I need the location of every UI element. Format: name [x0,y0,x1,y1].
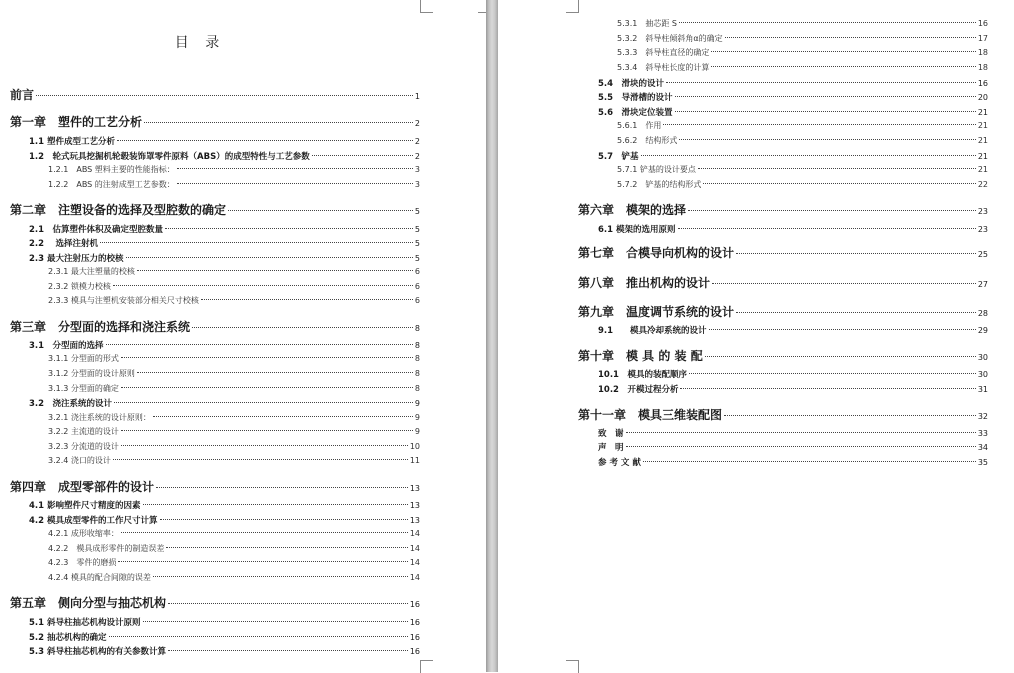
toc-entry[interactable] [10,113,420,130]
toc-page-number: 8 [414,354,420,363]
toc-entry[interactable] [578,201,988,218]
dot-leader [641,155,976,156]
toc-entry[interactable] [10,201,420,218]
toc-page-number: 5 [414,207,420,216]
toc-page-number: 3 [414,180,420,189]
toc-entry[interactable] [48,266,420,277]
dot-leader [680,388,975,389]
toc-page-number: 13 [409,501,420,510]
toc-entry-text: 第六章 模架的选择 [578,203,687,217]
dot-leader [679,139,975,140]
toc-page-number: 21 [977,152,988,161]
toc-entry-text: 5.7.1 铲基的设计要点 [617,165,696,174]
toc-entry[interactable] [598,456,988,468]
toc-entry-text: 3.1 分型面的选择 [29,341,104,351]
dot-leader [153,416,413,417]
toc-page-number: 16 [409,633,420,642]
dot-leader [160,519,408,520]
toc-entry[interactable] [617,33,988,44]
dot-leader [736,253,976,254]
crop-mark [420,660,433,673]
toc-entry-text: 3.2.2 主流道的设计 [48,427,119,436]
dot-leader [201,299,413,300]
toc-page-number: 13 [409,484,420,493]
document-page-right [498,0,1014,672]
toc-entry-text: 1.2.2 ABS 的注射成型工艺参数： [48,180,175,189]
toc-page-number: 16 [409,618,420,627]
toc-entry[interactable] [29,631,420,643]
toc-page-number: 18 [977,63,988,72]
toc-page-number: 11 [409,456,420,465]
toc-entry[interactable] [598,91,988,103]
toc-page-number: 14 [409,573,420,582]
toc-entry-text: 1.2 轮式玩具挖掘机轮毂装饰罩零件原料（ABS）的成型特性与工艺参数 [29,152,310,162]
dot-leader [643,461,976,462]
toc-entry-text: 1.1 塑件成型工艺分析 [29,137,116,147]
toc-entry-text: 2.1 估算塑件体积及确定型腔数量 [29,225,164,235]
toc-entry[interactable] [598,368,988,380]
toc-entry[interactable] [578,274,988,291]
toc-page-number: 20 [977,93,988,102]
toc-entry-text: 3.1.3 分型面的确定 [48,384,119,393]
toc-entry-text: 5.3 斜导柱抽芯机构的有关参数计算 [29,647,167,657]
toc-page-number: 1 [414,92,420,101]
toc-entry[interactable] [598,77,988,89]
toc-entry[interactable] [598,223,988,235]
toc-page-number: 18 [977,48,988,57]
toc-page-number: 21 [977,165,988,174]
toc-page-number: 14 [409,544,420,553]
dot-leader [121,387,413,388]
toc-entry-text: 第九章 温度调节系统的设计 [578,305,735,319]
toc-entry[interactable] [598,324,988,336]
toc-entry-text: 5.6.1 作用 [617,121,662,130]
toc-entry[interactable] [29,150,420,162]
toc-page-number: 29 [977,326,988,335]
toc-page-number: 27 [977,280,988,289]
toc-entry[interactable] [29,339,420,351]
toc-entry[interactable] [48,426,420,437]
toc-entry-text: 5.3.4 斜导柱长度的计算 [617,63,710,72]
dot-leader [117,140,413,141]
dot-leader [144,122,413,123]
toc-entry[interactable] [29,135,420,147]
toc-entry-text: 声 明 [598,443,624,453]
toc-entry[interactable] [29,223,420,235]
toc-entry[interactable] [48,295,420,306]
toc-entry-text: 第七章 合模导向机构的设计 [578,246,735,260]
dot-leader [703,183,975,184]
dot-leader [177,183,413,184]
dot-leader [143,621,408,622]
toc-page-number: 30 [977,370,988,379]
toc-entry[interactable] [598,383,988,395]
dot-leader [228,210,413,211]
toc-entry-text: 2.3.2 锁模力校核 [48,282,111,291]
toc-entry-text: 5.6.2 结构形式 [617,136,678,145]
toc-entry[interactable] [617,135,988,146]
toc-page-number: 14 [409,558,420,567]
dot-leader [626,432,976,433]
toc-entry[interactable] [48,557,420,568]
toc-page-number: 30 [977,353,988,362]
toc-page-number: 35 [977,458,988,467]
dot-leader [312,155,413,156]
toc-entry[interactable] [578,303,988,320]
toc-entry[interactable] [48,164,420,175]
toc-entry-text: 9.1 模具冷却系统的设计 [598,326,707,336]
dot-leader [724,415,976,416]
toc-entry-text: 第二章 注塑设备的选择及型腔数的确定 [10,203,227,217]
toc-entry[interactable] [578,406,988,423]
dot-leader [100,242,413,243]
toc-entry[interactable] [48,543,420,554]
toc-entry-text: 第五章 侧向分型与抽芯机构 [10,596,167,610]
toc-entry[interactable] [29,499,420,511]
toc-entry-text: 5.1 斜导柱抽芯机构设计原则 [29,618,141,628]
toc-entry-text: 参 考 文 献 [598,458,641,468]
dot-leader [666,82,976,83]
toc-entry[interactable] [48,281,420,292]
toc-entry[interactable] [10,594,420,611]
toc-entry-text: 5.3.1 抽芯距 S [617,19,677,28]
dot-leader [106,344,413,345]
toc-entry-text: 10.2 开模过程分析 [598,385,679,395]
toc-entry[interactable] [10,318,420,335]
crop-mark [566,0,579,13]
dot-leader [675,111,976,112]
toc-page-number: 2 [414,119,420,128]
toc-page-number: 6 [414,296,420,305]
dot-leader [137,372,413,373]
toc-page-number: 8 [414,341,420,350]
dot-leader [137,270,413,271]
toc-entry[interactable] [48,455,420,466]
toc-entry-text: 5.3.2 斜导柱倾斜角α的确定 [617,34,723,43]
toc-entry-text: 2.3.1 最大注塑量的校核 [48,267,135,276]
document-page-left [0,0,486,672]
toc-entry[interactable] [598,106,988,118]
toc-entry[interactable] [48,368,420,379]
toc-entry[interactable] [598,427,988,439]
toc-entry[interactable] [617,179,988,190]
toc-entry-text: 6.1 模架的选用原则 [598,225,676,235]
dot-leader [36,95,413,96]
toc-page-number: 23 [977,207,988,216]
dot-leader [688,210,976,211]
toc-entry[interactable] [48,441,420,452]
dot-leader [168,650,408,651]
toc-page-number: 6 [414,267,420,276]
toc-entry[interactable] [578,244,988,261]
dot-leader [698,168,976,169]
dot-leader [113,459,408,460]
toc-page-number: 17 [977,34,988,43]
toc-entry-text: 第四章 成型零部件的设计 [10,480,155,494]
dot-leader [679,22,976,23]
toc-page-number: 34 [977,443,988,452]
toc-page-number: 9 [414,413,420,422]
toc-entry-text: 5.2 抽芯机构的确定 [29,633,107,643]
toc-entry-text: 10.1 模具的装配顺序 [598,370,687,380]
toc-entry-text: 4.2.2 模具成形零件的制造误差 [48,544,165,553]
toc-entry-text: 5.5 导滑槽的设计 [598,93,673,103]
toc-page-number: 16 [977,79,988,88]
toc-page-number: 25 [977,250,988,259]
dot-leader [177,168,413,169]
toc-page-number: 8 [414,369,420,378]
toc-page-number: 22 [977,180,988,189]
toc-page-number: 13 [409,516,420,525]
toc-entry[interactable] [598,441,988,453]
dot-leader [725,37,976,38]
toc-entry-text: 第一章 塑件的工艺分析 [10,115,143,129]
crop-mark [420,0,433,13]
dot-leader [712,283,976,284]
toc-page-number: 5 [414,254,420,263]
toc-entry[interactable] [617,164,988,175]
dot-leader [678,228,976,229]
toc-entry-text: 致 谢 [598,429,624,439]
toc-page-number: 21 [977,108,988,117]
toc-entry[interactable] [29,645,420,657]
dot-leader [153,576,408,577]
toc-entry[interactable] [617,120,988,131]
toc-page-number: 5 [414,239,420,248]
page-gutter [486,0,498,672]
toc-entry[interactable] [29,397,420,409]
dot-leader [121,445,408,446]
dot-leader [109,636,408,637]
toc-entry-text: 5.7 铲基 [598,152,639,162]
toc-entry[interactable] [29,252,420,264]
toc-page-number: 6 [414,282,420,291]
toc-entry-text: 5.6 滑块定位装置 [598,108,673,118]
dot-leader [192,327,413,328]
toc-entry[interactable] [48,572,420,583]
toc-entry[interactable] [617,62,988,73]
toc-entry-text: 4.2.3 零件的磨损 [48,558,117,567]
dot-leader [705,356,976,357]
toc-page-number: 28 [977,309,988,318]
dot-leader [156,487,408,488]
toc-page-number: 8 [414,384,420,393]
dot-leader [736,312,976,313]
toc-page-number: 3 [414,165,420,174]
dot-leader [121,430,413,431]
toc-entry-text: 5.7.2 铲基的结构形式 [617,180,702,189]
toc-entry[interactable] [10,86,420,103]
toc-entry-text: 3.1.1 分型面的形式 [48,354,119,363]
toc-entry-text: 1.2.1 ABS 塑料主要的性能指标： [48,165,175,174]
dot-leader [663,124,975,125]
dot-leader [166,547,407,548]
toc-entry[interactable] [10,478,420,495]
toc-entry-text: 2.3 最大注射压力的校核 [29,254,124,264]
toc-page-number: 23 [977,225,988,234]
toc-entry-text: 3.2.4 浇口的设计 [48,456,111,465]
toc-entry[interactable] [48,528,420,539]
toc-entry[interactable] [29,616,420,628]
dot-leader [121,532,408,533]
toc-entry-text: 2.3.3 模具与注塑机安装部分相关尺寸校核 [48,296,199,305]
toc-entry[interactable] [48,383,420,394]
dot-leader [113,285,413,286]
dot-leader [168,603,408,604]
toc-entry-text: 前言 [10,88,35,102]
toc-page-number: 16 [977,19,988,28]
toc-entry-text: 2.2 选择注射机 [29,239,99,249]
toc-entry-text: 4.2.4 模具的配合间隙的误差 [48,573,151,582]
dot-leader [689,373,976,374]
toc-entry-text: 4.2.1 成形收缩率： [48,529,119,538]
toc-page-number: 32 [977,412,988,421]
toc-page-number: 2 [414,137,420,146]
toc-page-number: 21 [977,121,988,130]
toc-entry-text: 4.2 模具成型零件的工作尺寸计算 [29,516,158,526]
toc-entry[interactable] [598,150,988,162]
toc-entry-text: 4.1 影响塑件尺寸精度的因素 [29,501,141,511]
toc-title: 目 录 [174,35,226,51]
toc-entry[interactable] [48,353,420,364]
dot-leader [118,561,407,562]
toc-page-number: 21 [977,136,988,145]
toc-entry-text: 3.2 浇注系统的设计 [29,399,113,409]
dot-leader [143,504,408,505]
toc-entry-text: 第十一章 模具三维装配图 [578,408,723,422]
dot-leader [165,228,413,229]
toc-entry[interactable] [48,412,420,423]
toc-entry-text: 第十章 模 具 的 装 配 [578,349,703,363]
dot-leader [711,51,975,52]
dot-leader [675,96,976,97]
toc-entry-text: 3.2.1 浇注系统的设计原则： [48,413,151,422]
toc-page-number: 14 [409,529,420,538]
toc-page-number: 31 [977,385,988,394]
toc-page-number: 5 [414,225,420,234]
toc-entry[interactable] [617,47,988,58]
dot-leader [626,446,976,447]
toc-entry-text: 5.4 滑块的设计 [598,79,665,89]
dot-leader [711,66,975,67]
toc-entry-text: 3.1.2 分型面的设计原则 [48,369,135,378]
toc-page-number: 33 [977,429,988,438]
toc-entry-text: 第三章 分型面的选择和浇注系统 [10,320,191,334]
toc-page-number: 2 [414,152,420,161]
dot-leader [709,329,976,330]
toc-entry[interactable] [578,347,988,364]
toc-page-number: 8 [414,324,420,333]
toc-entry[interactable] [29,514,420,526]
toc-page-number: 16 [409,600,420,609]
dot-leader [121,357,413,358]
toc-page-number: 9 [414,427,420,436]
toc-page-number: 9 [414,399,420,408]
toc-entry[interactable] [29,237,420,249]
dot-leader [114,402,413,403]
toc-entry-text: 第八章 推出机构的设计 [578,276,711,290]
dot-leader [126,257,413,258]
toc-entry[interactable] [48,179,420,190]
toc-page-number: 10 [409,442,420,451]
toc-entry[interactable] [617,18,988,29]
toc-entry-text: 5.3.3 斜导柱直径的确定 [617,48,710,57]
toc-entry-text: 3.2.3 分流道的设计 [48,442,119,451]
toc-page-number: 16 [409,647,420,656]
crop-mark [566,660,579,673]
